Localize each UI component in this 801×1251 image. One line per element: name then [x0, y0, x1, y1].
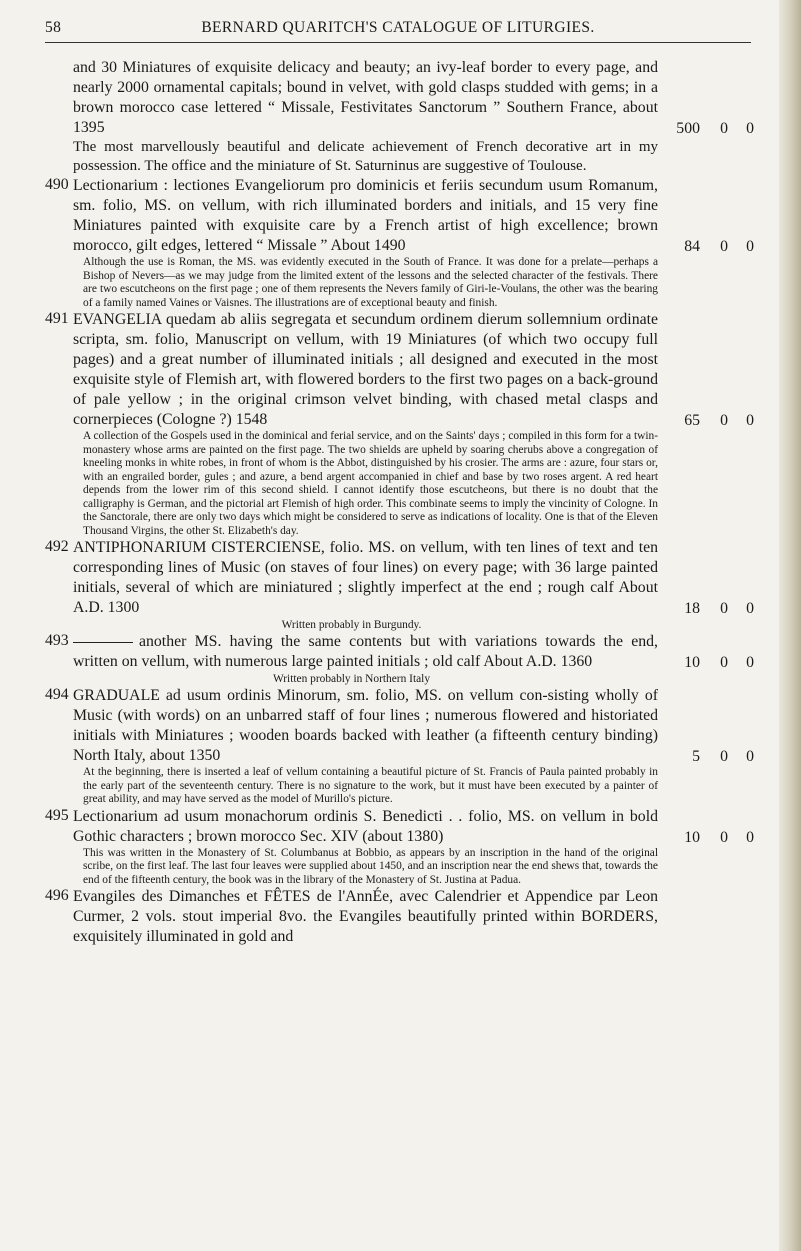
header-rule — [45, 42, 751, 43]
entry-495 — [45, 806, 754, 888]
page-header — [45, 16, 751, 42]
price-shillings: 0 — [720, 748, 728, 765]
entry-489-continued — [45, 58, 754, 176]
price-shillings: 0 — [720, 238, 728, 255]
entry-note: A collection of the Gospels used in the dominical and ferial service, and on the Saints' days ; compiled in this form for a twin-monastery whose arms are painted on the first page. The two shields are upheld by soaring cherubs above a congregation of kneeling monks in white robes, in front of whom is the Abbot, distinguished by his crosier. The arms are : azure, four stars or, with an engrailed border, gules ; and azure, a bend argent accompanied in chief and base by two roses argent. A red heart depends from the lower rim of this second shield. I cannot identify those escutcheons, but there is no doubt that the calligraphy is German, and the pictorial art Flemish of high order. This combinate seems to imply the vincinity of Cologne. In the Sanctorale, there are only two days which might be considered to serve as indications of locality. One is that of the Eleven Thousand Virgins, the other St. Elizabeth's day. — [83, 430, 658, 537]
price-pounds: 500 — [676, 120, 700, 137]
entry-note: Although the use is Roman, the MS. was evidently executed in the South of France. It was done for a prelate—perhaps a Bishop of Nevers—as we may judge from the limited extent of the lessons and the selected character of the festivals. There are two escutcheons on the first page ; one of them represents the Nevers family of Giri-le-Voulans, the other was the bearing of a family named Vaines or Vaisnes. The illustrations are of exceptional beauty and finish. — [83, 256, 658, 309]
entry-price — [664, 748, 754, 766]
entry-number: 496 — [45, 887, 69, 904]
entry-number: 490 — [45, 176, 69, 193]
entry-493 — [45, 632, 754, 686]
page-number: 58 — [45, 19, 62, 36]
entry-note: This was written in the Monastery of St. Columbanus at Bobbio, as appears by an inscription in the hand of the original scribe, on the first leaf. The last four leaves were supplied about 1450, and an inscription near the end shews that, towards the end of the fifteenth century, the book was in the library of the Monastery of St. Justina at Padua. — [83, 846, 658, 886]
entry-price — [664, 120, 754, 138]
price-pounds: 5 — [692, 748, 700, 765]
entry-494 — [45, 686, 754, 807]
entry-text: another MS. having the same contents but with variations towards the end, written on vellum, with numerous large painted initials ; old calf About A.D. 1360 — [73, 633, 658, 670]
entry-price — [664, 600, 754, 618]
entry-price — [664, 238, 754, 256]
entry-491 — [45, 310, 754, 538]
entry-number: 493 — [45, 632, 69, 649]
price-pence: 0 — [746, 412, 754, 429]
price-shillings: 0 — [720, 828, 728, 846]
price-pence: 0 — [746, 654, 754, 671]
page-edge — [779, 0, 801, 1251]
price-pounds: 84 — [684, 238, 700, 255]
entry-text: and 30 Miniatures of exquisite delicacy and beauty; an ivy-leaf border to every page, and nearly 2000 ornamental capitals; bound in velvet, with gold clasps studded with gems; in a brown morocco case lettered “ Missale, Festivitates Sanctorum ” Southern France, about 1395 — [73, 59, 658, 136]
entry-number: 494 — [45, 686, 69, 703]
entry-note: The most marvellously beautiful and delicate achievement of French decorative art in my possession. The office and the miniature of St. Saturninus are suggestive of Toulouse. — [73, 139, 658, 174]
catalogue-body — [45, 58, 765, 947]
entry-text: Evangiles des Dimanches et FÊTES de l'AnnÉe, avec Calendrier et Appendice par Leon Curmer, 2 vols. stout imperial 8vo. the Evangiles beautifully printed within BORDERS, exquisitely illuminated in gold and — [73, 888, 658, 945]
price-pounds: 65 — [684, 412, 700, 429]
price-pounds: 10 — [684, 828, 700, 846]
entry-number: 492 — [45, 538, 69, 555]
entry-price — [664, 654, 754, 672]
entry-496 — [45, 887, 750, 947]
entry-492 — [45, 538, 754, 632]
price-pounds: 10 — [684, 654, 700, 671]
price-shillings: 0 — [720, 600, 728, 617]
entry-note: Written probably in Burgundy. — [281, 619, 422, 631]
price-pence: 0 — [746, 828, 754, 846]
entry-text: Lectionarium ad usum monachorum ordinis S. Benedicti . . folio, MS. on vellum in bold Gothic characters ; brown morocco Sec. XIV (about 1380) — [73, 807, 658, 845]
price-shillings: 0 — [720, 654, 728, 671]
price-pence: 0 — [746, 748, 754, 765]
price-pence: 0 — [746, 600, 754, 617]
running-head: BERNARD QUARITCH'S CATALOGUE OF LITURGIES. — [201, 19, 595, 36]
price-shillings: 0 — [720, 412, 728, 429]
entry-490 — [45, 176, 754, 310]
entry-note: Written probably in Northern Italy — [272, 673, 431, 685]
entry-note: At the beginning, there is inserted a leaf of vellum containing a beautiful picture of St. Francis of Paula painted probably in the early part of the seventeenth century. There is no signature to the work, but it must have been executed by a painter of great ability, and may have served as the model of Murillo's picture. — [83, 766, 658, 805]
price-pounds: 18 — [684, 600, 700, 617]
entry-number: 491 — [45, 310, 69, 327]
entry-price — [664, 829, 754, 847]
price-pence: 0 — [746, 238, 754, 255]
entry-price — [664, 412, 754, 430]
entry-number: 495 — [45, 806, 69, 824]
entry-text: Lectionarium : lectiones Evangeliorum pro dominicis et feriis secundum usum Romanum, sm. folio, MS. on vellum, with rich illuminated borders and initials, and 15 very fine Miniatures painted with exquisite care by a French artist of high excellence; brown morocco, gilt edges, lettered “ Missale ” About 1490 — [73, 177, 658, 254]
price-pence: 0 — [746, 120, 754, 137]
price-shillings: 0 — [720, 120, 728, 137]
ditto-rule — [73, 642, 133, 643]
entry-text: GRADUALE ad usum ordinis Minorum, sm. folio, MS. on vellum con-sisting wholly of Music (with words) on an unbarred staff of four lines ; numerous flowered and historiated initials with Miniatures ; wooden boards backed with leather (a fifteenth century binding) North Italy, about 1350 — [73, 687, 658, 764]
entry-text: ANTIPHONARIUM CISTERCIENSE, folio. MS. on vellum, with ten lines of text and ten corresponding lines of Music (on staves of four lines) on every page; with 36 large painted initials, several of which are miniatured ; slightly imperfect at the end ; rough calf About A.D. 1300 — [73, 539, 658, 616]
entry-text: EVANGELIA quedam ab aliis segregata et secundum ordinem dierum sollemnium ordinate scripta, sm. folio, Manuscript on vellum, with 19 Miniatures (of which two occupy full pages) and a great number of illuminated initials ; all designed and executed in the most exquisite style of Flemish art, with flowered borders to the first two pages on a back-ground of pale yellow ; in the original crimson velvet binding, with chased metal clasps and cornerpieces (Cologne ?) 1548 — [73, 311, 658, 428]
